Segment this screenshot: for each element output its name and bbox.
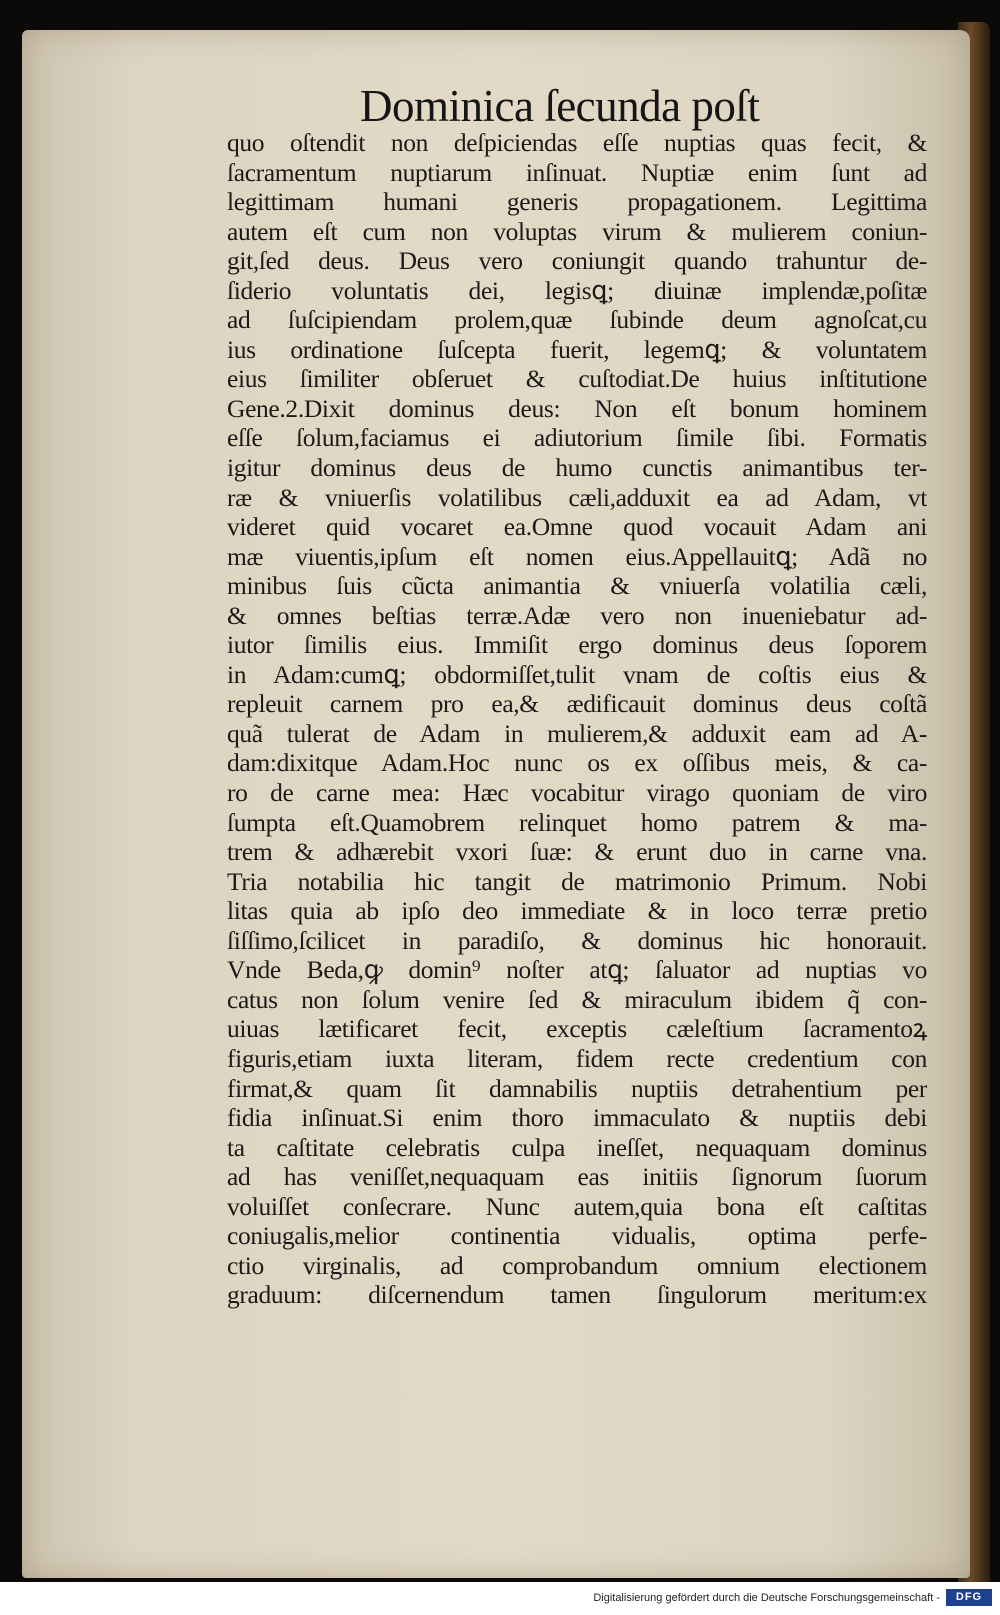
text-line: git,ſed deus. Deus vero coniungit quando trahuntur de- <box>227 246 927 276</box>
text-line: in Adam:cumꝗ; obdormiſſet,tulit vnam de coſtis eius & <box>227 659 927 689</box>
text-line: ius ordinatione ſuſcepta fuerit, legemꝗ; & voluntatem <box>227 334 927 364</box>
text-line: Gene.2.Dixit dominus deus: Non eſt bonum hominem <box>227 393 927 423</box>
text-line: ctio virginalis, ad comprobandum omnium electionem <box>227 1250 927 1280</box>
text-line: coniugalis,melior continentia vidualis, optima perfe- <box>227 1221 927 1251</box>
text-line: ſacramentum nuptiarum inſinuat. Nuptiæ enim ſunt ad <box>227 157 927 187</box>
text-line: ſumpta eſt.Quamobrem relinquet homo patrem & ma- <box>227 807 927 837</box>
text-line: uiuas lætificaret fecit, exceptis cæleſtium ſacramentoꝝ <box>227 1014 927 1044</box>
text-line: autem eſt cum non voluptas virum & mulierem coniun- <box>227 216 927 246</box>
text-line: legittimam humani generis propagationem. Legittima <box>227 187 927 217</box>
text-line: ſiſſimo,ſcilicet in paradiſo, & dominus hic honorauit. <box>227 925 927 955</box>
running-head: Dominica ſecunda poſt <box>360 81 760 131</box>
text-line: igitur dominus deus de humo cunctis animantibus ter- <box>227 453 927 483</box>
digitization-footer <box>0 1582 1000 1615</box>
text-line: mæ viuentis,ipſum eſt nomen eius.Appellauitꝗ; Adã no <box>227 541 927 571</box>
text-line: ro de carne mea: Hæc vocabitur virago quoniam de viro <box>227 778 927 808</box>
text-line: ſiderio voluntatis dei, legisꝗ; diuinæ implendæ,poſitæ <box>227 275 927 305</box>
text-line: ta caſtitate celebratis culpa ineſſet, nequaquam dominus <box>227 1132 927 1162</box>
text-line: firmat,& quam ſit damnabilis nuptiis detrahentium per <box>227 1073 927 1103</box>
text-line: graduum: diſcernendum tamen ſingulorum meritum:ex <box>227 1280 927 1310</box>
text-line: repleuit carnem pro ea,& ædificauit dominus deus coſtã <box>227 689 927 719</box>
text-line: iutor ſimilis eius. Immiſit ergo dominus deus ſoporem <box>227 630 927 660</box>
text-line: eſſe ſolum,faciamus ei adiutorium ſimile ſibi. Formatis <box>227 423 927 453</box>
text-line: quã tulerat de Adam in mulierem,& adduxit eam ad A- <box>227 718 927 748</box>
text-line: ad ſuſcipiendam prolem,quæ ſubinde deum agnoſcat,cu <box>227 305 927 335</box>
text-line: litas quia ab ipſo deo immediate & in loco terræ pretio <box>227 896 927 926</box>
text-line: figuris,etiam iuxta literam, fidem recte credentium con <box>227 1043 927 1073</box>
text-line: catus non ſolum venire ſed & miraculum ibidem q̃ con- <box>227 984 927 1014</box>
funding-credit: Digitalisierung gefördert durch die Deutsche Forschungsgemeinschaft - <box>593 1592 940 1604</box>
text-line: & omnes beſtias terræ.Adæ vero non inueniebatur ad- <box>227 600 927 630</box>
text-line: videret quid vocaret ea.Omne quod vocauit Adam ani <box>227 512 927 542</box>
text-line: dam:dixitque Adam.Hoc nunc os ex oſſibus meis, & ca- <box>227 748 927 778</box>
text-line: ræ & vniuerſis volatilibus cæli,adduxit ea ad Adam, vt <box>227 482 927 512</box>
text-line: minibus ſuis cũcta animantia & vniuerſa volatilia cæli, <box>227 571 927 601</box>
text-line: voluiſſet conſecrare. Nunc autem,quia bona eſt caſtitas <box>227 1191 927 1221</box>
dfg-logo-icon: DFG <box>946 1589 992 1606</box>
text-line: trem & adhærebit vxori ſuæ: & erunt duo in carne vna. <box>227 837 927 867</box>
body-text <box>227 128 927 1310</box>
text-line: quo oſtendit non deſpiciendas eſſe nuptias quas fecit, & <box>227 128 927 157</box>
text-line: ad has veniſſet,nequaquam eas initiis ſignorum ſuorum <box>227 1162 927 1192</box>
text-line: Tria notabilia hic tangit de matrimonio Primum. Nobi <box>227 866 927 896</box>
text-line: fidia inſinuat.Si enim thoro immaculato & nuptiis debi <box>227 1103 927 1133</box>
text-line: Vnde Beda,ꝙ domin⁹ noſter atꝗ; ſaluator ad nuptias vo <box>227 955 927 985</box>
text-line: eius ſimiliter obſeruet & cuſtodiat.De huius inſtitutione <box>227 364 927 394</box>
